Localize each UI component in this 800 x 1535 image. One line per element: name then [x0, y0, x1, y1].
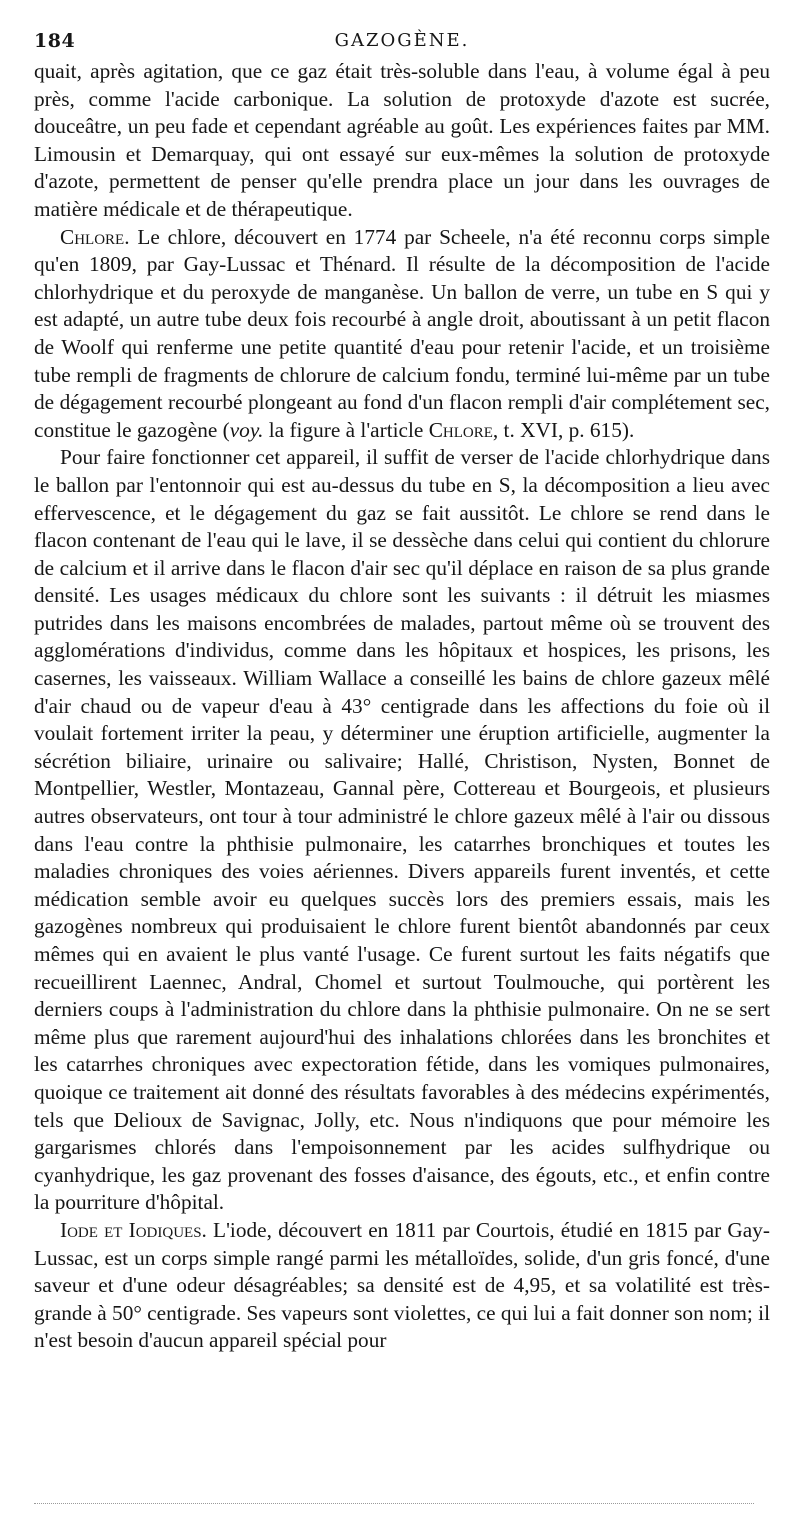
paragraph-text: L'iode, découvert en 1811 par Courtois, étudié en 1815 par Gay-Lussac, est un corps simple rangé parmi les métalloïdes, solide, d'un gris foncé, d'une saveur et d'une odeur désagréables; sa densité est de 4,95, et sa volatilité est très-grande à 50° centigrade. Ses vapeurs sont violettes, ce qui lui a fait donner son nom; il n'est besoin d'aucun appareil spécial pour [34, 1217, 771, 1353]
voy-abbreviation: voy. [229, 417, 264, 442]
page-number: 184 [34, 30, 76, 52]
paragraph-text: Pour faire fonctionner cet appareil, il suffit de verser de l'acide chlorhydrique dans le ballon par l'entonnoir qui est au-dessus du tube en S, la décomposition a lieu avec effervescence, et le dégagement du gaz se fait aussitôt. Le chlore se rend dans le flacon contenant de l'eau qui le lave, il se dessèche dans celui qui contient du chlorure de calcium et il arrive dans le flacon d'air sec qu'il déplace en raison de sa plus grande densité. Les usages médicaux du chlore sont les suivants : il détruit les miasmes putrides dans les maisons encombrées de malades, partout même où se trouvent des agglomérations d'individus, comme dans les hôpitaux et hospices, les prisons, les casernes, les vaisseaux. William Wallace a conseillé les bains de chlore gazeux mêlé d'air chaud ou de vapeur d'eau à 43° centigrade dans les affections du foie où il voulait fortement irriter la peau, y déterminer une éruption artificielle, augmenter la sécrétion biliaire, urinaire ou salivaire; Hallé, Christison, Nysten, Bonnet de Montpellier, Westler, Montazeau, Gannal père, Cottereau et Bourgeois, et plusieurs autres observateurs, ont tour à tour administré le chlore gazeux mêlé à l'air ou dissous dans l'eau contre la phthisie pulmonaire, les catarrhes bronchiques et toutes les maladies chroniques des voies aériennes. Divers appareils furent inventés, et cette médication semble avoir eu quelques succès lors des premiers essais, mais les gazogènes nombreux qui produisaient le chlore furent bientôt abandonnés par ceux mêmes qui en avaient le plus vanté l'usage. Ce furent surtout les faits négatifs que recueillirent Laennec, Andral, Chomel et surtout Toulmouche, qui portèrent les derniers coups à l'administration du chlore dans la phthisie pulmonaire. On ne se sert même plus que rarement aujourd'hui des inhalations chlorées dans les bronchites et les catarrhes chroniques avec expectoration fétide, dans les vomiques pulmonaires, quoique ce traitement ait donné des résultats favorables à des médecins expérimentés, tels que Delioux de Savignac, Jolly, etc. Nous n'indiquons que pour mémoire les gargarismes chlorés dans l'empoisonnement par les acides sulfhydrique ou cyanhydrique, les gaz provenant des fosses d'aisance, des égouts, etc., et enfin contre la pourriture d'hôpital. [34, 445, 770, 1215]
paragraph-protoxyde-continuation [34, 58, 770, 224]
footer-dotted-rule [34, 1503, 754, 1504]
article-body [34, 58, 770, 1355]
cross-reference-chlore: Chlore [428, 417, 493, 442]
running-header [34, 30, 770, 58]
paragraph-text: la figure à l'article [263, 417, 429, 442]
paragraph-text: Le chlore, découvert en 1774 par Scheele, n'a été reconnu corps simple qu'en 1809, par Gay-Lussac et Thénard. Il résulte de la décomposition de l'acide chlorhydrique et du peroxyde de manganèse. Un ballon de verre, un tube en S qui y est adapté, un autre tube deux fois recourbé à angle droit, aboutissant à un petit flacon de Woolf qui renferme une petite quantité d'eau pour retenir l'acide, et un troisième tube rempli de fragments de chlorure de calcium fondu, terminé lui-même par un tube de dégagement recourbé plongeant au fond d'un flacon rempli d'air complétement sec, constitue le gazogène ( [34, 224, 770, 442]
entry-heading-chlore: Chlore. [60, 224, 130, 249]
paragraph-text: quait, après agitation, que ce gaz était très-soluble dans l'eau, à volume égal à peu près, comme l'acide carbonique. La solution de protoxyde d'azote est sucrée, douceâtre, un peu fade et cependant agréable au goût. Les expériences faites par MM. Limousin et Demarquay, qui ont essayé sur eux-mêmes la solution de protoxyde d'azote, permettent de penser qu'elle prendra place un jour dans les ouvrages de matière médicale et de thérapeutique. [34, 59, 770, 221]
paragraph-chlore [34, 224, 770, 445]
paragraph-chlore-usage [34, 444, 770, 1217]
paragraph-text: , t. XVI, p. 615). [492, 417, 635, 442]
entry-heading-iode: Iode et Iodiques. [60, 1217, 207, 1242]
paragraph-iode [34, 1217, 770, 1355]
document-page [34, 30, 770, 1355]
running-title: GAZOGÈNE. [334, 30, 470, 51]
